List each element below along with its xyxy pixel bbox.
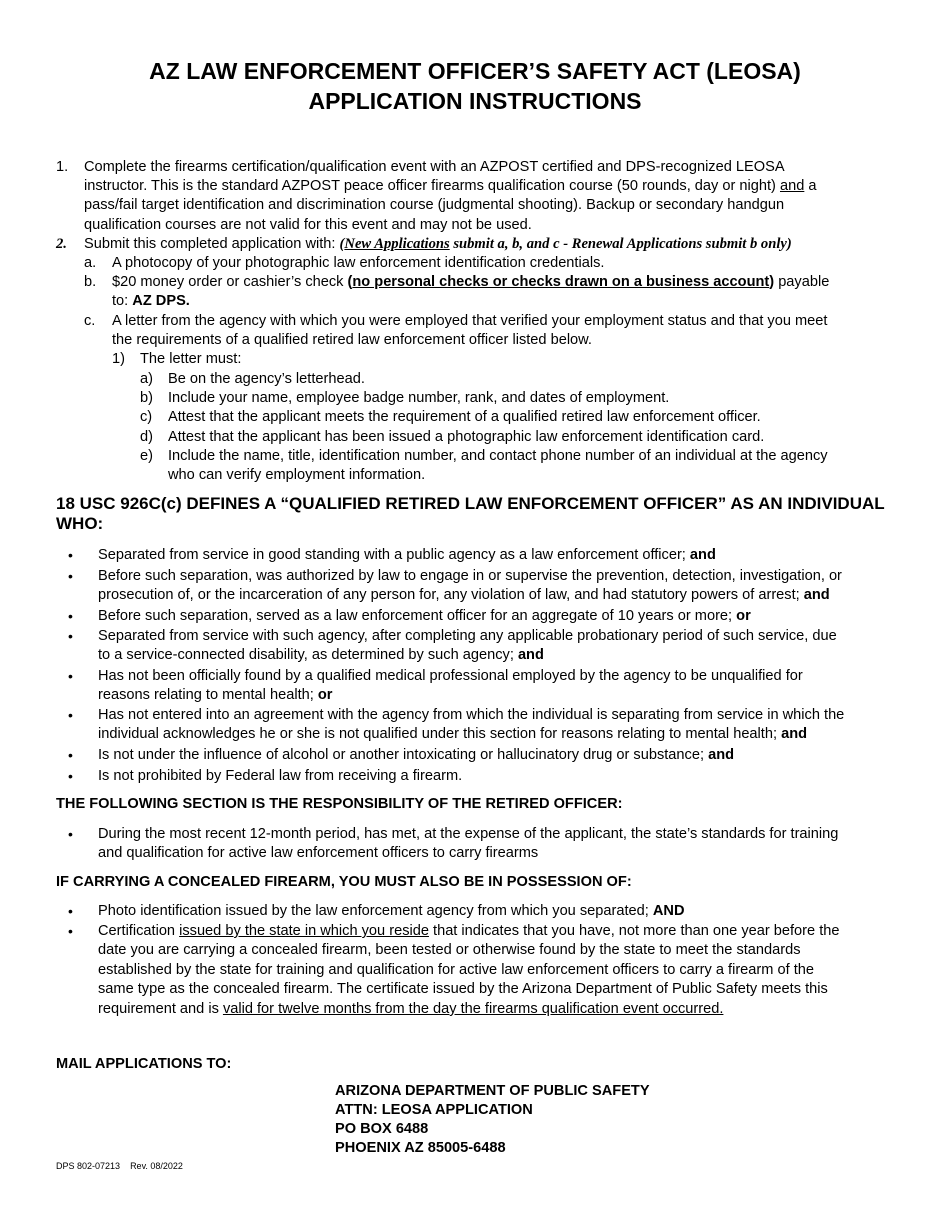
step-2b-line-2 [112, 292, 190, 311]
valid-twelve-months-underlined: valid for twelve months from the day the firearms qualification event occurred. [222, 1001, 724, 1017]
definition-heading-line-1: 18 USC 926C(c) DEFINES A “QUALIFIED RETIRED LAW ENFORCEMENT OFFICER” AS AN INDIVIDUAL [56, 494, 885, 513]
retired-item-line-1: During the most recent 12-month period, has met, at the expense of the applicant, the state’s standards for training [98, 826, 839, 842]
definition-heading-line-2: WHO: [56, 514, 104, 533]
retired-heading: THE FOLLOWING SECTION IS THE RESPONSIBILITY OF THE RETIRED OFFICER: [56, 796, 623, 812]
definition-heading [56, 494, 885, 534]
step-2b-az-dps: AZ DPS. [132, 293, 190, 309]
list-item [98, 607, 751, 626]
form-number: DPS 802-07213 [56, 1161, 121, 1171]
step-2c-line-2: the requirements of a qualified retired law enforcement officer listed below. [112, 332, 592, 348]
concealed-item-1 [98, 902, 685, 921]
form-revision: Rev. 08/2022 [130, 1161, 183, 1171]
list-item: Has not entered into an agreement with the agency from which the individual is separating from service in which the [98, 707, 845, 723]
step-2c-label: c. [84, 313, 96, 329]
concealed-item-2-line-1 [98, 922, 839, 941]
mail-address-line: PHOENIX AZ 85005-6488 [335, 1140, 506, 1156]
step-2b-money-order: $20 money order or cashier’s check [112, 274, 348, 290]
bullet-dot: • [68, 568, 73, 584]
bullet-dot: • [68, 547, 73, 563]
list-item-text: to a service-connected disability, as determined by such agency; [98, 647, 518, 663]
list-item [98, 546, 716, 565]
bullet-dot: • [68, 707, 73, 723]
bullet-dot: • [68, 923, 73, 939]
step-2-submit-note: submit a, b, and c - Renewal Applications submit b only) [449, 236, 792, 252]
list-item-continued [98, 686, 332, 705]
step-1-line-2-end: a [804, 178, 817, 194]
bullet-dot: • [68, 668, 73, 684]
step-2b-to: to: [112, 293, 133, 309]
concealed-item-2-line-5 [98, 1000, 723, 1019]
step-2-line-1 [84, 235, 792, 254]
step-2b-paren-close: ) [769, 274, 775, 290]
step-2a-label: a. [84, 255, 97, 271]
step-1-line-2-text: instructor. This is the standard AZPOST peace officer firearms qualification course (50 rounds, day or night) [84, 178, 780, 194]
title-line-1: AZ LAW ENFORCEMENT OFFICER’S SAFETY ACT (LEOSA) [149, 58, 801, 84]
list-item-text: that indicates that you have, not more than one year before the [428, 923, 840, 939]
list-item-text: Certification [98, 923, 180, 939]
step-1-line-4: qualification courses are not valid for this event and may not be used. [84, 217, 532, 233]
step-1-number: 1. [56, 159, 69, 175]
list-item-connector: or [736, 608, 751, 624]
letter-item-e-line-2: who can verify employment information. [168, 467, 426, 483]
letter-item-text: Be on the agency’s letterhead. [168, 371, 365, 387]
list-item-continued [98, 646, 544, 665]
letter-item-label: a) [140, 371, 153, 387]
step-2a-text: A photocopy of your photographic law enforcement identification credentials. [112, 255, 605, 271]
step-2b-payable: payable [774, 274, 830, 290]
list-item-connector: AND [652, 903, 685, 919]
bullet-dot: • [68, 768, 73, 784]
list-item-text: prosecution of, or the incarceration of any person for, any violation of law, and had statutory powers of arrest; [98, 587, 804, 603]
list-item [98, 746, 734, 765]
bullet-dot: • [68, 747, 73, 763]
list-item-connector: or [317, 687, 333, 703]
step-2b-paren-open: ( [347, 274, 353, 290]
concealed-item-2-line-4: same type as the concealed firearm. The certificate issued by the Arizona Department of Public Safety meets this [98, 981, 828, 997]
list-item-continued [98, 586, 830, 605]
letter-item-text: Attest that the applicant meets the requirement of a qualified retired law enforcement officer. [168, 409, 761, 425]
bullet-dot: • [68, 628, 73, 644]
list-item-connector: and [781, 726, 808, 742]
step-1-line-2 [84, 177, 817, 196]
list-item-connector: and [689, 547, 716, 563]
step-2b-line-1 [112, 273, 829, 292]
list-item-text: reasons relating to mental health; [98, 687, 318, 703]
step-1-line-1: Complete the firearms certification/qualification event with an AZPOST certified and DPS-recognized LEOSA [84, 159, 785, 175]
list-item-continued [98, 725, 807, 744]
list-item-text: Photo identification issued by the law enforcement agency from which you separated; [98, 903, 653, 919]
letter-item-label: c) [140, 409, 153, 425]
letter-item-text: Include your name, employee badge number, rank, and dates of employment. [168, 390, 670, 406]
step-1-line-3: pass/fail target identification and discrimination course (judgmental shooting). Backup or secondary handgun [84, 197, 785, 213]
step-2-paren-open: ( [339, 236, 345, 252]
mail-address-line: PO BOX 6488 [335, 1121, 429, 1137]
step-1-and-underlined: and [779, 178, 805, 194]
issued-by-state-underlined: issued by the state in which you reside [179, 923, 429, 939]
list-item-text: individual acknowledges he or she is not qualified under this section for reasons relating to mental health; [98, 726, 782, 742]
letter-item-label: d) [140, 429, 153, 445]
list-item: Is not prohibited by Federal law from receiving a firearm. [98, 768, 463, 784]
mail-address-line: ARIZONA DEPARTMENT OF PUBLIC SAFETY [335, 1083, 650, 1099]
mail-address-line: ATTN: LEOSA APPLICATION [335, 1102, 533, 1118]
step-2-new-applications: New Applications [344, 236, 450, 252]
letter-sub-text: The letter must: [140, 351, 242, 367]
step-2c-line-1: A letter from the agency with which you were employed that verified your employment status and that you meet [112, 313, 828, 329]
bullet-dot: • [68, 826, 73, 842]
bullet-dot: • [68, 903, 73, 919]
step-2-number: 2. [56, 236, 67, 252]
list-item: Separated from service with such agency, after completing any applicable probationary period of such service, due [98, 628, 837, 644]
list-item-connector: and [517, 647, 544, 663]
letter-sub-label: 1) [112, 351, 125, 367]
step-2b-no-personal-checks: no personal checks or checks drawn on a business account [352, 274, 770, 290]
retired-item-line-2: and qualification for active law enforcement officers to carry firearms [98, 845, 539, 861]
step-2-intro: Submit this completed application with: [84, 236, 340, 252]
concealed-item-2-line-3: established by the state for training and qualification for active law enforcement officers to carry a firearm of the [98, 962, 814, 978]
letter-item-label: b) [140, 390, 153, 406]
list-item: Has not been officially found by a qualified medical professional employed by the agency to be unqualified for [98, 668, 803, 684]
list-item-connector: and [708, 747, 735, 763]
step-2b-label: b. [84, 274, 97, 290]
letter-item-text: Include the name, title, identification number, and contact phone number of an individual at the agency [168, 448, 828, 464]
bullet-dot: • [68, 608, 73, 624]
list-item-text: Before such separation, served as a law enforcement officer for an aggregate of 10 years or more; [98, 608, 737, 624]
list-item-text: requirement and is [98, 1001, 223, 1017]
page-title [0, 56, 950, 116]
list-item: Before such separation, was authorized by law to engage in or supervise the prevention, detection, investigation, or [98, 568, 842, 584]
list-item-text: Separated from service in good standing with a public agency as a law enforcement officer; [98, 547, 690, 563]
letter-item-label: e) [140, 448, 153, 464]
concealed-item-2-line-2: date you are carrying a concealed firearm, been tested or otherwise found by the state to meet the standards [98, 942, 801, 958]
form-footer [56, 1161, 183, 1171]
concealed-heading: IF CARRYING A CONCEALED FIREARM, YOU MUST ALSO BE IN POSSESSION OF: [56, 874, 632, 890]
list-item-text: Is not under the influence of alcohol or another intoxicating or hallucinatory drug or substance; [98, 747, 709, 763]
mail-heading: MAIL APPLICATIONS TO: [56, 1056, 232, 1072]
list-item-connector: and [803, 587, 830, 603]
letter-item-text: Attest that the applicant has been issued a photographic law enforcement identification card. [168, 429, 765, 445]
title-line-2: APPLICATION INSTRUCTIONS [308, 88, 642, 114]
